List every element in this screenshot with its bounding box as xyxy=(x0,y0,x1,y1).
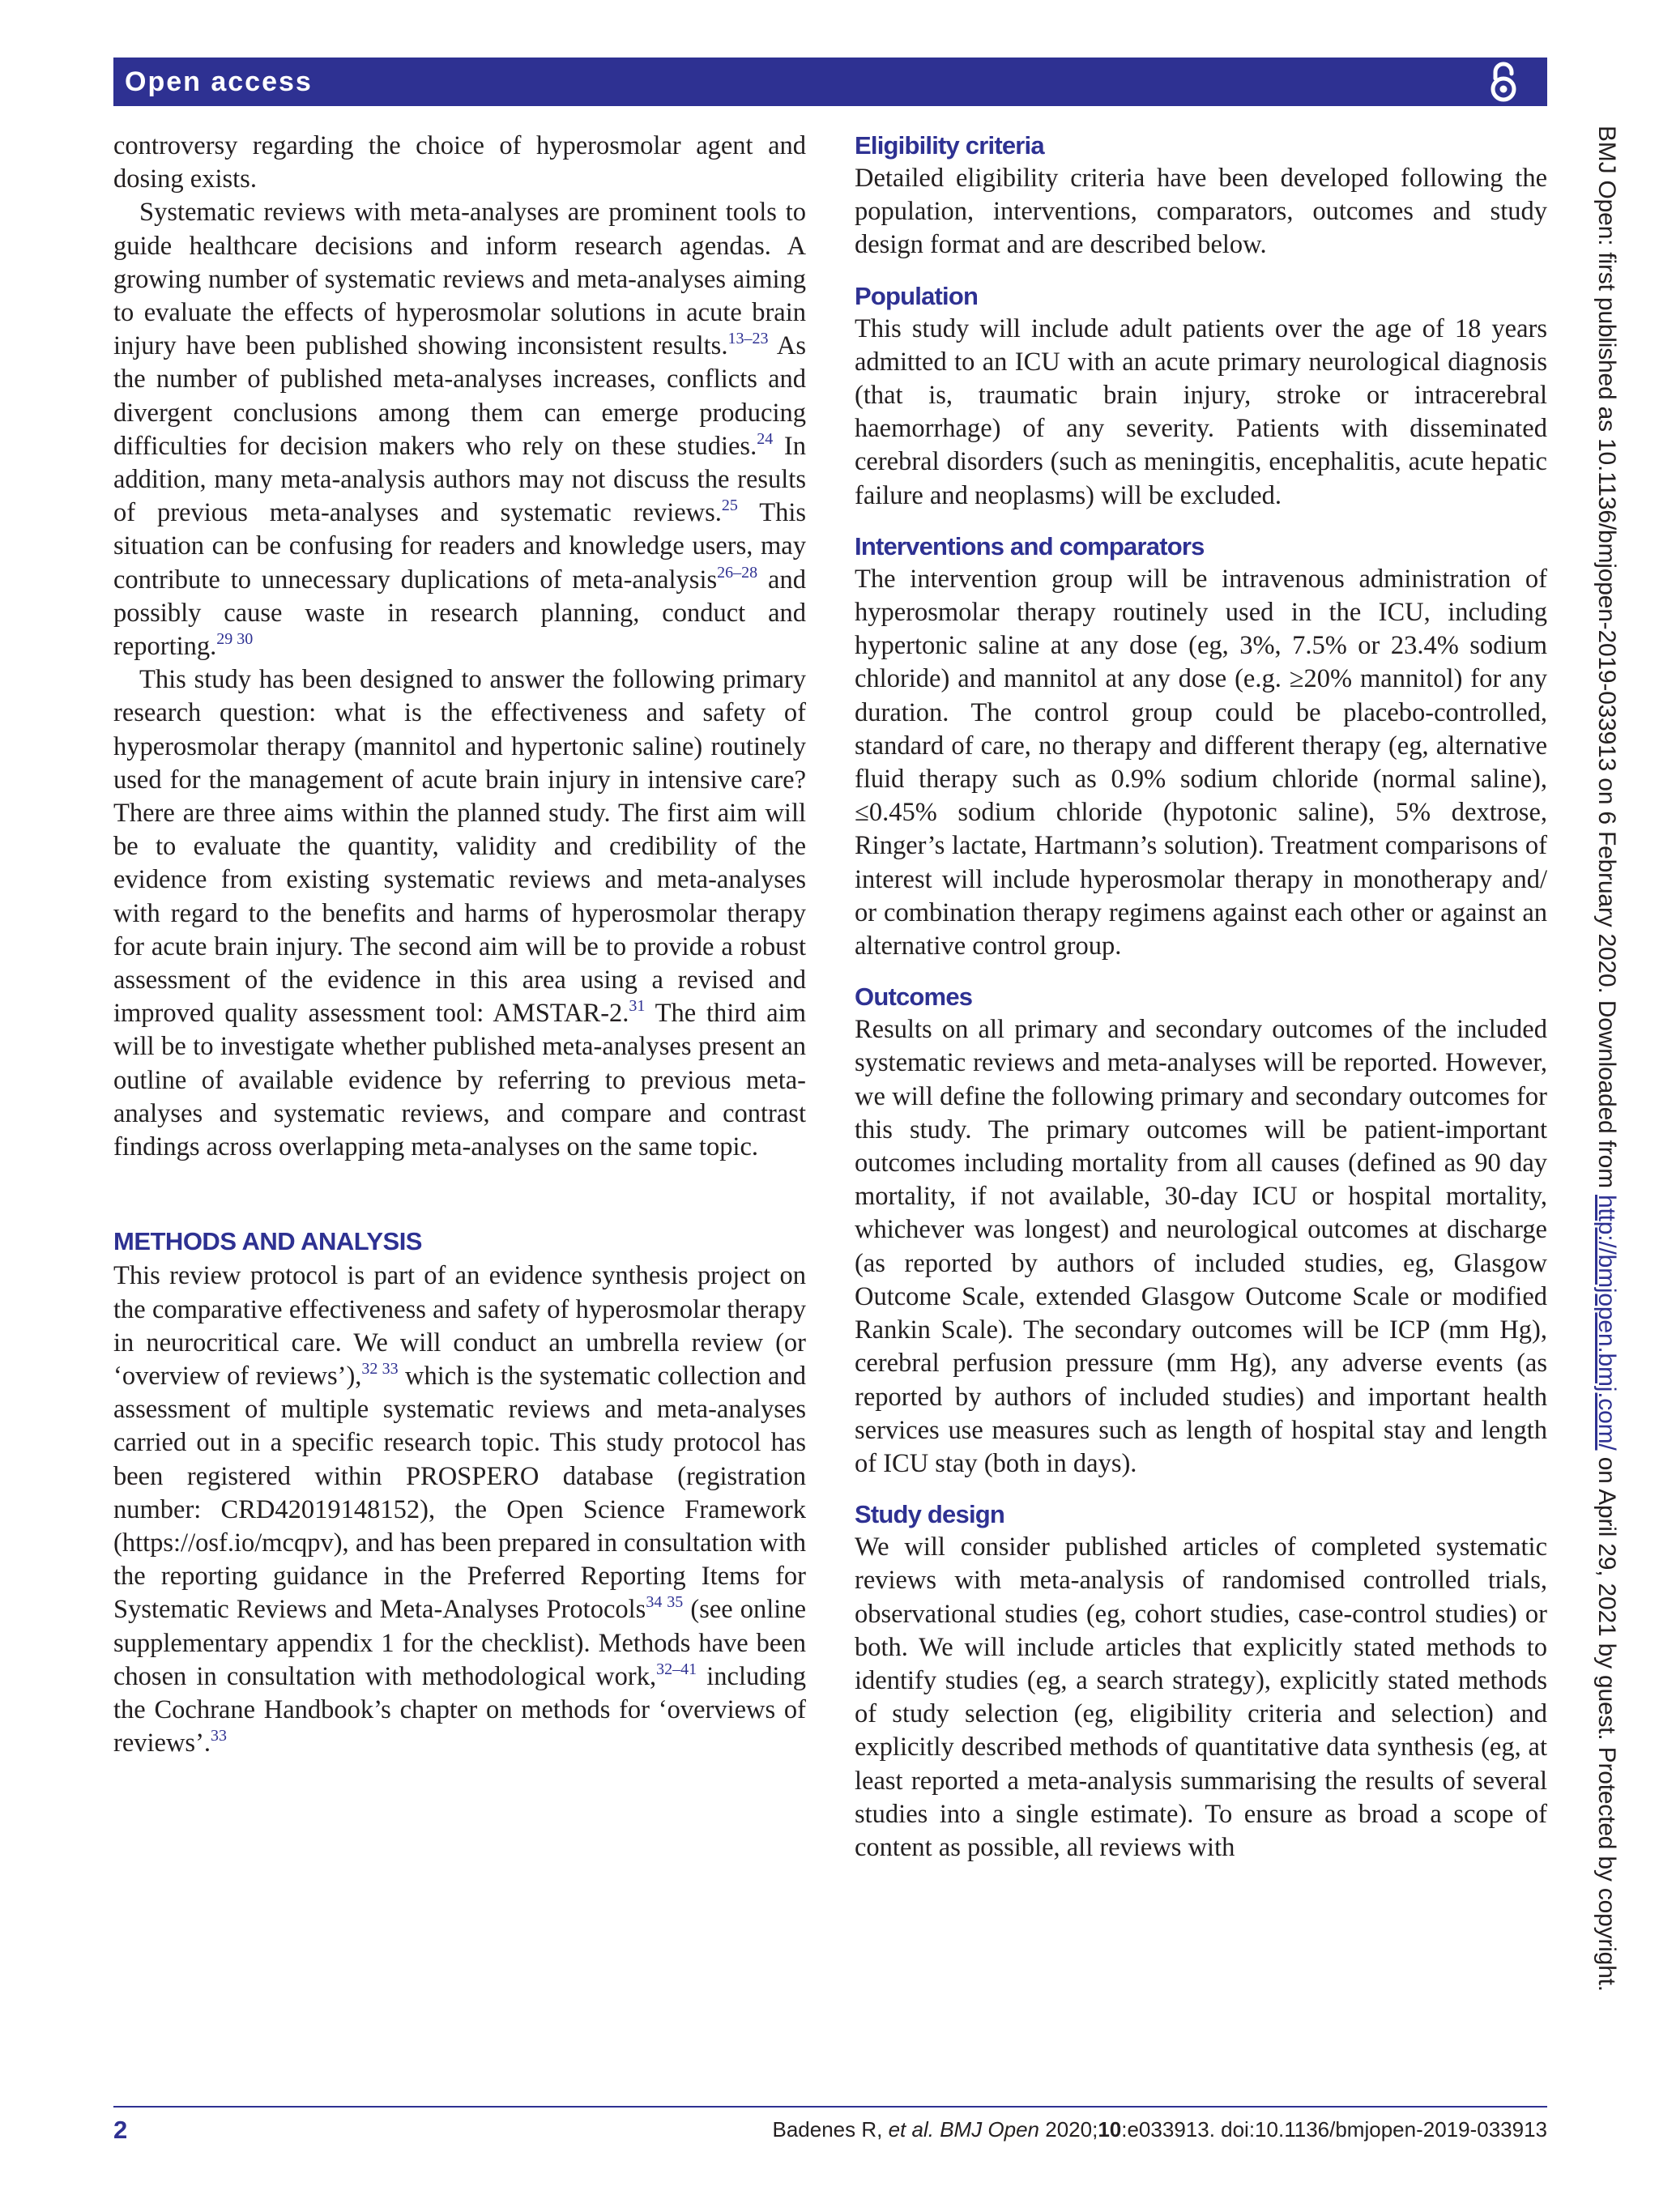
left-column xyxy=(113,130,806,1760)
reference-link[interactable]: 32 33 xyxy=(361,1359,399,1378)
reference-link[interactable]: 33 xyxy=(211,1727,228,1745)
paragraph-systematic-reviews: Systematic reviews with meta-analyses are prominent tools to guide healthcare decisions and inform research agendas. A growing number of systematic reviews and meta-analyses aiming to evaluate the effects of hyperosmolar solutions in acute brain injury have been published showing inconsistent results.$^{13-23}$ As the number of published meta-analyses increases, conflicts and divergent conclusions among them can emerge producing difficulties for decision makers who rely on these studies.$^{24}$ In addition, many meta-analysis authors may not discuss the results of previous meta-analyses and systematic reviews.$^{25}$ This situation can be confusing for readers and knowledge users, may contribute to unnecessary duplications of meta-analysis$^{26-28}$ and possibly cause waste in research planning, conduct and reporting.$^{29 30}$ xyxy=(113,198,807,662)
paragraph-methods: This review protocol is part of an evidence synthesis project on the comparative effectiveness and safety of hyperosmolar therapy in neurocritical care. We will conduct an umbrella review (or ‘overview of reviews’),$^{32 33}$ which is the systematic collection and assessment of multiple systematic reviews and meta-analyses carried out in a specific research topic. This study protocol has been registered within PROSPERO database (registration number: CRD42019148152), the Open Science Framework (https://osf.io/mcqpv), and has been prepared in consultation with the reporting guidance in the Preferred Reporting Items for Systematic Reviews and Meta-Analyses Protocols$^{34 35}$ (see online supplementary appendix 1 for the checklist). Methods have been chosen in consultation with methodological work,$^{32-41}$ including the Cochrane Handbook’s chapter on methods for ‘overviews of reviews’.$^{33}$ xyxy=(113,1261,807,1758)
paragraph-outcomes: Results on all primary and secondary outcomes of the included systematic reviews and meta-analyses will be reported. However, we will define the following primary and secondary outcomes for this study. The primary outcomes will be patient-important outcomes including mortality from all causes (defined as 90 day mortality, if not available, 30-day ICU or hospital mortality, whichever was longest) and neurological outcomes at discharge (as reported by authors of included studies, eg, Glasgow Outcome Scale, extended Glasgow Outcome Scale or modified Rankin Scale). The secondary outcomes will be ICP (mm Hg), cerebral perfusion pressure (mm Hg), any adverse events (as reported by authors of included studies) and important health services use measures such as length of hospital stay and length of ICU stay (both in days). xyxy=(855,1015,1547,1478)
paragraph-interventions: The intervention group will be intravenous administration of hyperosmolar therapy routinely used in the ICU, including hypertonic saline at any dose (eg, 3%, 7.5% or 23.4% sodium chloride) and mannitol at any dose (e.g. ≥20% mannitol) for any duration. The control group could be placebo-controlled, standard of care, no therapy and different therapy (eg, alternative fluid therapy such as 0.9% sodium chloride (normal saline), ≤0.45% sodium chloride (hypotonic saline), 5% dextrose, Ringer’s lactate, Hartmann’s solution). Treatment comparisons of interest will include hyperosmolar therapy in monotherapy and/ or combination therapy regimens against each other or against an alternative control group. xyxy=(855,564,1547,961)
subheading-interventions: Interventions and comparators xyxy=(855,531,1205,560)
footer-divider xyxy=(113,2106,1547,2108)
paragraph-study-design: We will consider published articles of completed systematic reviews with meta-analysis of randomised controlled trials, observational studies (eg, cohort studies, case-control studies) or both. We will include articles that explicitly stated methods to identify studies (eg, a search strategy), explicitly stated methods of study selection (eg, eligibility criteria and selection) and explicitly described methods of quantitative data synthesis (eg, at least reported a meta-analysis summarising the results of several studies into a single estimate). To ensure as broad a scope of content as possible, all reviews with xyxy=(855,1532,1547,1862)
paragraph-study-aims: This study has been designed to answer the following primary research question: what is the effectiveness and safety of hyperosmolar therapy (mannitol and hypertonic saline) routinely used for the management of acute brain injury in intensive care? There are three aims within the planned study. The first aim will be to evaluate the quantity, validity and credibility of the evidence from existing systematic reviews and meta-analyses with regard to the benefits and harms of hyperosmolar therapy for acute brain injury. The second aim will be to provide a robust assessment of the evidence in this area using a revised and improved quality assessment tool: AMSTAR-2.31 The third aim will be to investigate whether published meta-analyses present an outline of available evidence by referring to previous meta-analyses and systematic reviews, and compare and contrast findings across overlapping meta-analyses on the same topic. xyxy=(113,665,806,1162)
reference-link[interactable]: 13–23 xyxy=(727,330,769,348)
subheading-eligibility: Eligibility criteria xyxy=(855,131,1044,160)
journal-link[interactable]: http://bmjopen.bmj.com/ xyxy=(1593,1195,1620,1451)
reference-link[interactable]: 26–28 xyxy=(717,563,758,582)
open-access-icon xyxy=(1487,61,1520,103)
subheading-population: Population xyxy=(855,281,979,310)
reference-link[interactable]: 34 35 xyxy=(646,1593,684,1612)
subheading-outcomes: Outcomes xyxy=(855,982,973,1012)
reference-link[interactable]: 25 xyxy=(721,497,738,515)
reference-link[interactable]: 32–41 xyxy=(656,1660,697,1678)
right-column xyxy=(855,130,1547,1865)
subheading-study-design: Study design xyxy=(855,1500,1005,1529)
paragraph-eligibility: Detailed eligibility criteria have been developed following the population, interventions, comparators, outcomes and study design format and are described below. xyxy=(855,164,1547,260)
paragraph-intro-end: controversy regarding the choice of hyperosmolar agent and dosing exists. xyxy=(113,131,806,194)
reference-link[interactable]: 31 xyxy=(629,997,646,1016)
reference-link[interactable]: 24 xyxy=(757,429,774,448)
header-bar xyxy=(113,58,1547,106)
paragraph-population: This study will include adult patients over the age of 18 years admitted to an ICU with an acute primary neurological diagnosis (that is, traumatic brain injury, stroke or intracerebral haemorrhage) of any severity. Patients with disseminated cerebral disorders (such as meningitis, encephalitis, acute hepatic failure and neoplasms) will be excluded. xyxy=(855,313,1547,510)
page-number: 2 xyxy=(113,2116,128,2144)
section-heading-methods: METHODS AND ANALYSIS xyxy=(113,1227,422,1256)
copyright-side-note: BMJ Open: first published as 10.1136/bmjopen-2019-033913 on 6 February 2020. Downloaded from http://bmjopen.bmj.com/ on April 29, 2021 by guest. Protected by copyright. xyxy=(1593,126,1620,1992)
reference-link[interactable]: 29 30 xyxy=(216,630,254,649)
footer-citation: Badenes R, et al. BMJ Open 2020;10:e033913. doi:10.1136/bmjopen-2019-033913 xyxy=(772,2117,1547,2142)
header-title: Open access xyxy=(125,66,313,97)
